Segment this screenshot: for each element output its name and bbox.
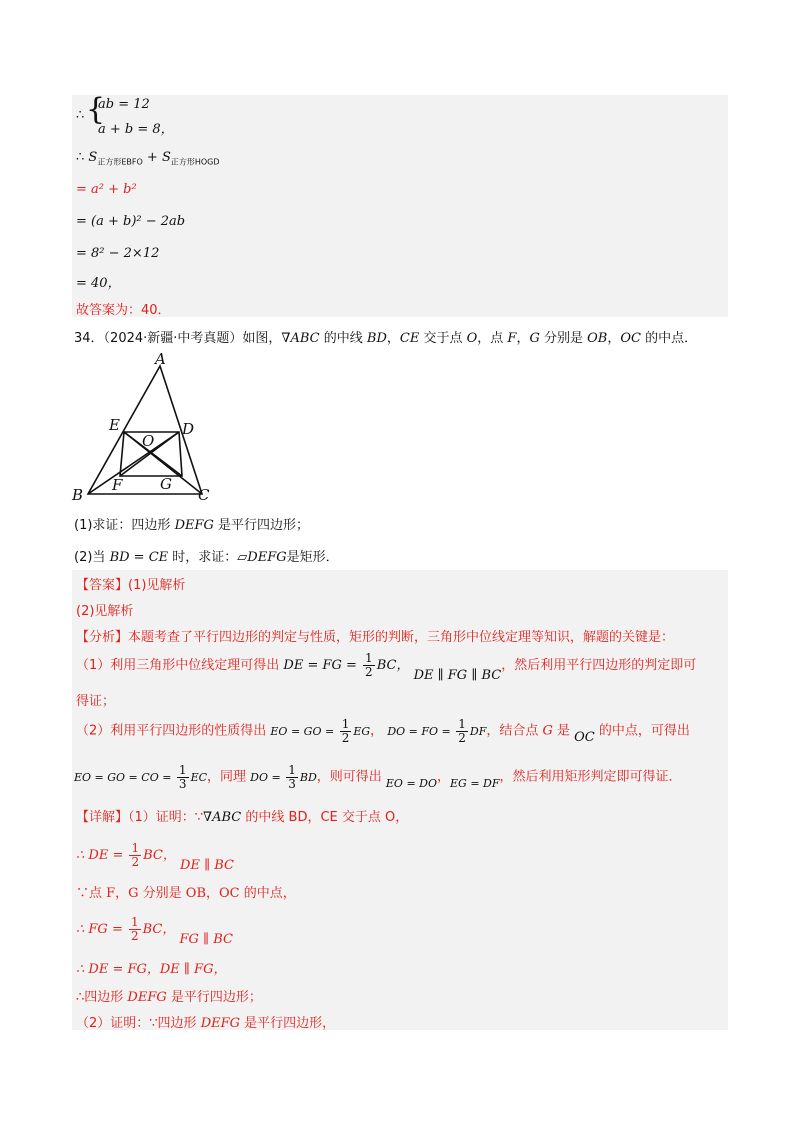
detail-text: 是平行四边形； <box>166 990 262 1005</box>
stem-text: 的中点． <box>640 331 698 346</box>
label-f: F <box>112 476 123 494</box>
analysis-text: （2）利用平行四边形的性质得出 <box>76 723 271 739</box>
denominator: 2 <box>365 665 373 679</box>
label-d: D <box>182 420 195 438</box>
system-line-1: ab = 12 <box>98 97 150 112</box>
detail-text: （2）证明：∵四边形 <box>76 1016 201 1031</box>
label-a: A <box>155 352 166 368</box>
step-3: = 8² − 2×12 <box>76 246 160 261</box>
condition: BD = CE <box>109 550 169 565</box>
segment-oc: OC <box>574 729 595 745</box>
denominator: 2 <box>458 731 466 745</box>
fraction-half <box>363 652 375 679</box>
eq-text: DE = FG = <box>283 658 362 673</box>
parallel-relation: DE ∥ BC <box>180 858 234 873</box>
fraction-half <box>340 718 352 745</box>
eq-ec: EC <box>190 770 208 784</box>
denominator: 2 <box>341 731 350 745</box>
numerator: 1 <box>178 763 187 777</box>
part-1-prefix: (1)求证：四边形 <box>74 518 175 533</box>
numerator: 1 <box>130 915 139 929</box>
part-2-prefix: (2)当 <box>74 550 110 565</box>
answer-label: 【答案】(1)见解析 <box>76 578 186 593</box>
part-2-mid: 时，求证： <box>168 550 238 565</box>
segment-oc: OC <box>620 331 641 346</box>
stem-text: 交于点 <box>419 331 467 346</box>
stem-text: ，点 <box>477 331 508 346</box>
numerator: 1 <box>288 763 296 777</box>
area-subscript: 正方形HOGD <box>170 157 220 167</box>
label-g: G <box>160 475 172 493</box>
eq-df: DF <box>469 724 487 738</box>
area-sum-line: ∴ $S_{正方形EBFO} + S_{正方形HOGD}$ <box>76 150 220 167</box>
step-2: = (a + b)² − 2ab <box>76 214 186 229</box>
analysis-text: ，结合点 <box>486 723 543 739</box>
detail-5 <box>76 986 262 1005</box>
eq-text: EO = GO = CO = <box>74 770 175 784</box>
label-b: B <box>72 486 84 504</box>
denominator: 2 <box>131 855 140 869</box>
equation <box>74 763 208 791</box>
label-o: O <box>142 432 155 450</box>
triangle-abc: ∇ABC <box>281 331 320 346</box>
numerator: 1 <box>365 651 373 665</box>
part-1-suffix: 是平行四边形； <box>213 518 310 533</box>
final-answer: 故答案为：40． <box>76 303 171 318</box>
parallel-relation: DE ∥ FG ∥ BC <box>413 668 502 683</box>
quad-defg: DEFG <box>174 518 214 533</box>
detail-text: 的中线 BD，CE 交于点 O， <box>241 810 409 825</box>
detail-line <box>76 806 408 825</box>
denominator: 3 <box>288 777 296 791</box>
point-o: O <box>466 331 478 346</box>
step-1: = a² + b² <box>76 182 137 197</box>
eq-eg: EG <box>353 724 371 738</box>
detail-4: ∴ DE = FG，DE ∥ FG， <box>76 962 227 977</box>
geometry-figure <box>66 352 226 512</box>
equation <box>387 717 487 745</box>
area-symbol: S <box>161 150 171 165</box>
system-line-2 <box>98 118 174 137</box>
comma: ， <box>160 122 174 137</box>
eq-eg-df: EG = DF <box>450 776 500 790</box>
segment-bd: BD <box>366 331 387 346</box>
analysis-2 <box>76 718 690 745</box>
separator: ， <box>607 331 621 346</box>
segment-ce: CE <box>399 331 420 346</box>
separator: ， <box>516 331 530 346</box>
parallelogram-defg: ▱DEFG <box>237 550 287 565</box>
comma: ， <box>162 922 176 937</box>
eq-text: DO = FO = <box>387 724 455 738</box>
detail-text: ∴四边形 <box>76 990 128 1005</box>
eq-bc: BC <box>376 658 397 673</box>
numerator: 1 <box>341 717 350 731</box>
parallel-relation: FG ∥ BC <box>179 932 233 947</box>
comma: ， <box>162 848 176 863</box>
system-brace: { <box>86 92 106 127</box>
eq-text: ∴ DE = <box>76 848 128 863</box>
detail-6 <box>76 1012 335 1031</box>
part-2 <box>74 546 339 565</box>
fraction-half <box>129 842 141 869</box>
eq-bc: BC <box>142 922 163 937</box>
label-e: E <box>109 416 120 434</box>
detail-text: 是平行四边形， <box>240 1016 336 1031</box>
therefore-symbol: ∴ <box>76 108 85 123</box>
equation <box>283 651 413 679</box>
therefore-symbol: ∴ <box>76 150 85 165</box>
comma: ， <box>370 723 384 739</box>
quad-defg: DEFG <box>127 990 167 1005</box>
numerator: 1 <box>131 841 140 855</box>
stem-text: 的中线 <box>319 331 367 346</box>
question-source: 34．（2024·新疆·中考真题）如图， <box>74 331 282 346</box>
comma: ， <box>437 769 451 785</box>
eq-text: EO = GO = <box>270 724 338 738</box>
area-subscript: 正方形EBFO <box>97 157 143 167</box>
answer-2: (2)见解析 <box>76 604 134 619</box>
stem-text: 分别是 <box>539 331 588 346</box>
detail-2: ∵点 F，G 分别是 OB，OC 的中点， <box>76 886 296 901</box>
eq-bc: BC <box>143 848 163 863</box>
analysis-text: 是 <box>552 723 575 739</box>
comma: ， <box>396 658 410 673</box>
eq-text: DO = <box>250 770 285 784</box>
detail-1 <box>76 841 234 873</box>
separator: ， <box>386 331 400 346</box>
segment-ob: OB <box>587 331 608 346</box>
analysis-text: ，则可得出 <box>316 769 386 785</box>
detail-3 <box>76 915 233 947</box>
point-f: F <box>507 331 517 346</box>
triangle-abc: ∇ABC <box>203 810 242 825</box>
equation <box>250 763 317 791</box>
part-2-suffix: 是矩形． <box>286 550 339 565</box>
area-symbol: S <box>88 150 98 165</box>
quad-defg: DEFG <box>200 1016 241 1031</box>
analysis-1 <box>76 651 697 683</box>
equation <box>270 717 371 745</box>
analysis-3 <box>74 764 682 791</box>
eq-eo-do: EO = DO <box>385 776 438 790</box>
analysis-text: ，同理 <box>207 769 251 785</box>
analysis-text: （1）利用三角形中位线定理可得出 <box>76 658 284 673</box>
therefore-line <box>76 108 84 123</box>
part-1 <box>74 514 309 533</box>
point-g: G <box>529 331 540 346</box>
analysis-text: 的中点，可得出 <box>594 723 690 739</box>
fraction-third <box>177 764 189 791</box>
analysis-1-cont: 得证； <box>76 694 116 709</box>
fraction-third <box>286 764 298 791</box>
analysis-text: ，然后利用平行四边形的判定即可 <box>501 658 697 673</box>
system-line-2-text: a + b = 8 <box>98 122 161 137</box>
numerator: 1 <box>458 717 466 731</box>
label-c: C <box>198 486 210 504</box>
fraction-half <box>129 916 141 943</box>
detail-prefix: 【详解】（1）证明：∵ <box>76 810 204 825</box>
fraction-half <box>456 718 468 745</box>
denominator: 2 <box>130 929 139 943</box>
analysis-text: ，然后利用矩形判定即可得证． <box>499 769 682 785</box>
eq-text: ∴ FG = <box>76 922 127 937</box>
step-4: = 40， <box>76 276 121 291</box>
eq-bd: BD <box>299 770 317 784</box>
analysis-intro: 【分析】本题考查了平行四边形的判定与性质，矩形的判断，三角形中位线定理等知识，解题的关键是： <box>76 630 675 645</box>
denominator: 3 <box>178 777 187 791</box>
point-g: G <box>542 723 553 739</box>
question-stem <box>74 327 697 346</box>
